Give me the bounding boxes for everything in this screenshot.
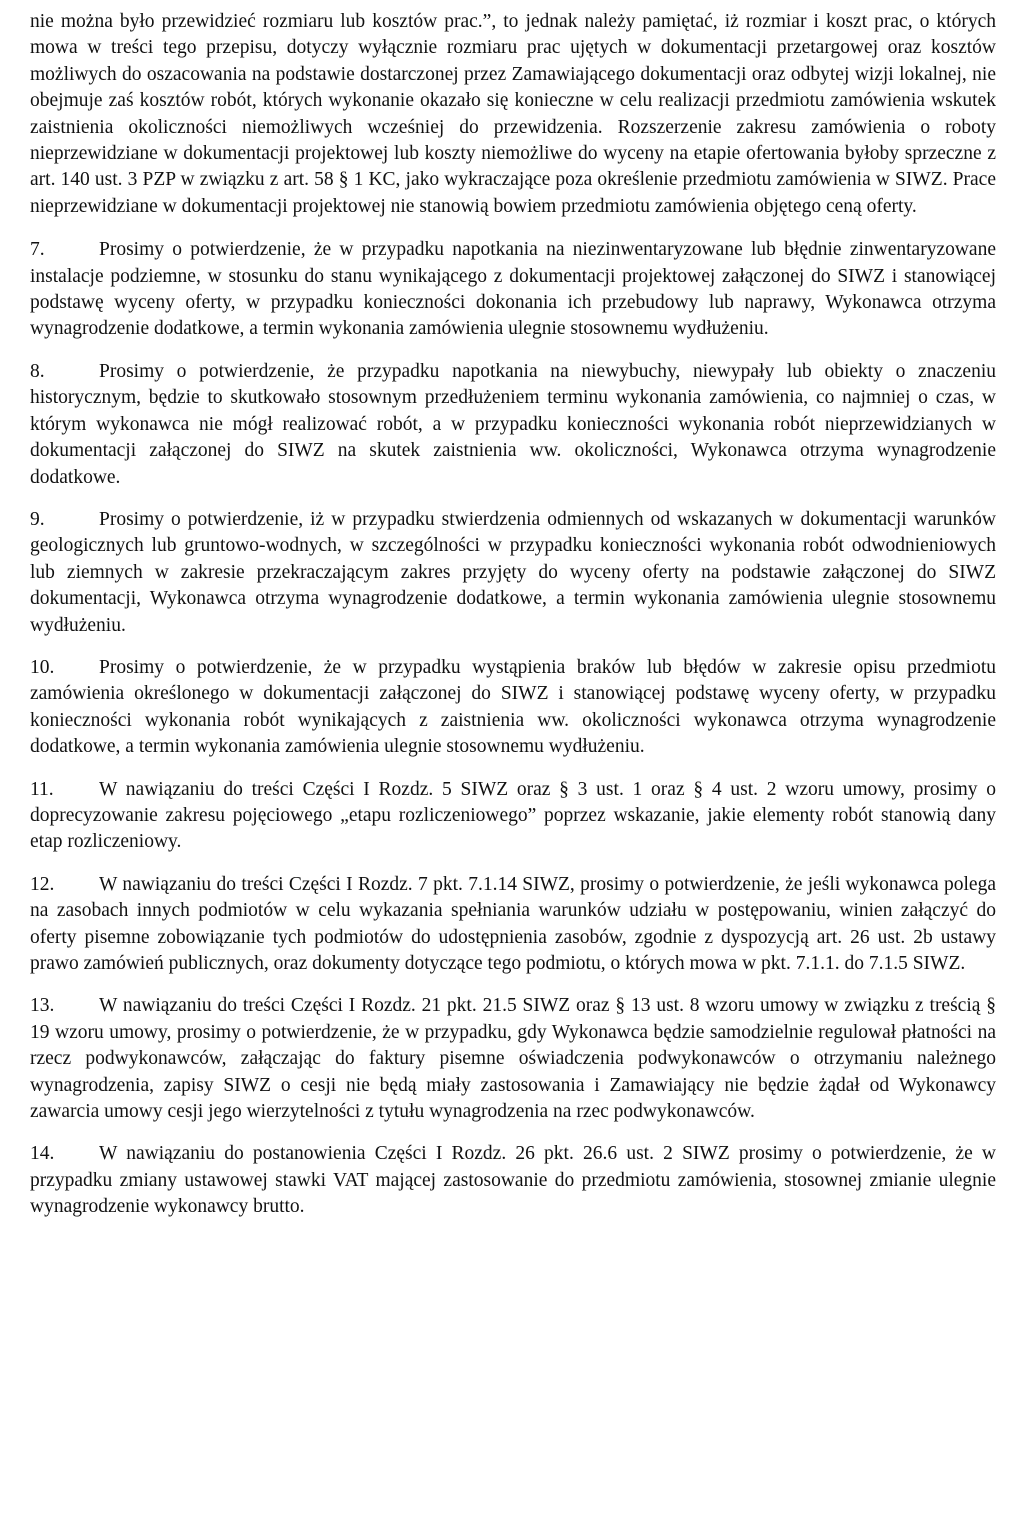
question-11 (30, 777, 996, 856)
question-text: Prosimy o potwierdzenie, iż w przypadku stwierdzenia odmiennych od wskazanych w dokumentacji warunków geologicznych lub gruntowo-wodnych, w szczególności w przypadku konieczności wykonania robót odwodnieniowych lub ziemnych w zakresie przekraczającym zakres przyjęty do wyceny oferty na podstawie załączonej do SIWZ dokumentacji, Wykonawca otrzyma wynagrodzenie dodatkowe, a termin wykonania zamówienia ulegnie stosownemu wydłużeniu. (30, 508, 996, 636)
document-page (30, 9, 996, 1237)
question-number: 8. (30, 360, 45, 382)
question-number: 11. (30, 778, 54, 800)
question-text: Prosimy o potwierdzenie, że w przypadku wystąpienia braków lub błędów w zakresie opisu przedmiotu zamówienia określonego w dokumentacji załączonej do SIWZ i stanowiącej podstawę wyceny oferty, w przypadku konieczności wykonania robót wynikających z zaistnienia ww. okoliczności wykonawca otrzyma wynagrodzenie dodatkowe, a termin wykonania zamówienia ulegnie stosownemu wydłużeniu. (30, 656, 996, 758)
intro-paragraph: nie można było przewidzieć rozmiaru lub kosztów prac.”, to jednak należy pamiętać, iż rozmiar i koszt prac, o których mowa w treści tego przepisu, dotyczy wyłącznie rozmiaru prac ujętych w dokumentacji przetargowej oraz kosztów możliwych do oszacowania na podstawie dostarczonej przez Zamawiającego dokumentacji oraz odbytej wizji lokalnej, nie obejmuje zaś kosztów robót, których wykonanie okazało się konieczne w celu realizacji przedmiotu zamówienia wskutek zaistnienia okoliczności niemożliwych wcześniej do przewidzenia. Rozszerzenie zakresu zamówienia o roboty nieprzewidziane w dokumentacji projektowej lub koszty niemożliwe do wyceny na etapie ofertowania byłoby sprzeczne z art. 140 ust. 3 PZP w związku z art. 58 § 1 KC, jako wykraczające poza określenie przedmiotu zamówienia w SIWZ. Prace nieprzewidziane w dokumentacji projektowej nie stanowią bowiem przedmiotu zamówienia objętego ceną oferty. (30, 11, 996, 217)
question-text: Prosimy o potwierdzenie, że w przypadku napotkania na niezinwentaryzowane lub błędnie zinwentaryzowane instalacje podziemne, w stosunku do stanu wynikającego z dokumentacji projektowej załączonej do SIWZ i stanowiącej podstawę wyceny oferty, w przypadku konieczności dokonania ich przebudowy lub naprawy, Wykonawca otrzyma wynagrodzenie dodatkowe, a termin wykonania zamówienia ulegnie stosownemu wydłużeniu. (30, 239, 996, 340)
question-text: W nawiązaniu do postanowienia Części I Rozdz. 26 pkt. 26.6 ust. 2 SIWZ prosimy o potwierdzenie, że w przypadku zmiany ustawowej stawki VAT mającej zastosowanie do przedmiotu zamówienia, stosownej zmianie ulegnie wynagrodzenie wykonawcy brutto. (30, 1143, 996, 1218)
question-number: 14. (30, 1143, 55, 1165)
question-text: W nawiązaniu do treści Części I Rozdz. 7 pkt. 7.1.14 SIWZ, prosimy o potwierdzenie, że jeśli wykonawca polega na zasobach innych podmiotów w celu wykazania spełniania warunków udziału w postępowaniu, winien załączyć do oferty pisemne zobowiązanie tych podmiotów do udostępnienia zasobów, zgodnie z dyspozycją art. 26 ust. 2b ustawy prawo zamówień publicznych, oraz dokumenty dotyczące tego podmiotu, o których mowa w pkt. 7.1.1. do 7.1.5 SIWZ. (30, 873, 996, 974)
question-14 (30, 1141, 996, 1220)
question-number: 10. (30, 656, 55, 678)
question-8 (30, 359, 996, 491)
question-text: Prosimy o potwierdzenie, że przypadku napotkania na niewybuchy, niewypały lub obiekty o znaczeniu historycznym, będzie to skutkowało stosownym przedłużeniem terminu wykonania zamówienia, co najmniej o czas, w którym wykonawca nie mógł realizować robót, a w przypadku konieczności wykonania robót nieprzewidzianych w dokumentacji załączonej do SIWZ na skutek zaistnienia ww. okoliczności, Wykonawca otrzyma wynagrodzenie dodatkowe. (30, 360, 996, 488)
question-text: W nawiązaniu do treści Części I Rozdz. 21 pkt. 21.5 SIWZ oraz § 13 ust. 8 wzoru umowy w związku z treścią § 19 wzoru umowy, prosimy o potwierdzenie, że w przypadku, gdy Wykonawca będzie samodzielnie regulował płatności na rzecz podwykonawców, załączając do faktury pisemne oświadczenia podwykonawców o otrzymaniu należnego wynagrodzenia, zapisy SIWZ o cesji nie będą miały zastosowania i Zamawiający nie będzie żądał od Wykonawcy zawarcia umowy cesji jego wierzytelności z tytułu wynagrodzenia na rzec podwykonawców. (30, 995, 996, 1123)
question-number: 7. (30, 239, 45, 261)
question-13 (30, 993, 996, 1125)
question-10 (30, 655, 996, 761)
question-number: 12. (30, 873, 55, 895)
question-number: 9. (30, 508, 45, 530)
question-text: W nawiązaniu do treści Części I Rozdz. 5 SIWZ oraz § 3 ust. 1 oraz § 4 ust. 2 wzoru umowy, prosimy o doprecyzowanie zakresu pojęciowego „etapu rozliczeniowego” poprzez wskazanie, jakie elementy robót stanowią dany etap rozliczeniowy. (30, 778, 996, 853)
question-9 (30, 507, 996, 639)
question-number: 13. (30, 995, 55, 1017)
question-12 (30, 872, 996, 978)
question-7 (30, 237, 996, 343)
